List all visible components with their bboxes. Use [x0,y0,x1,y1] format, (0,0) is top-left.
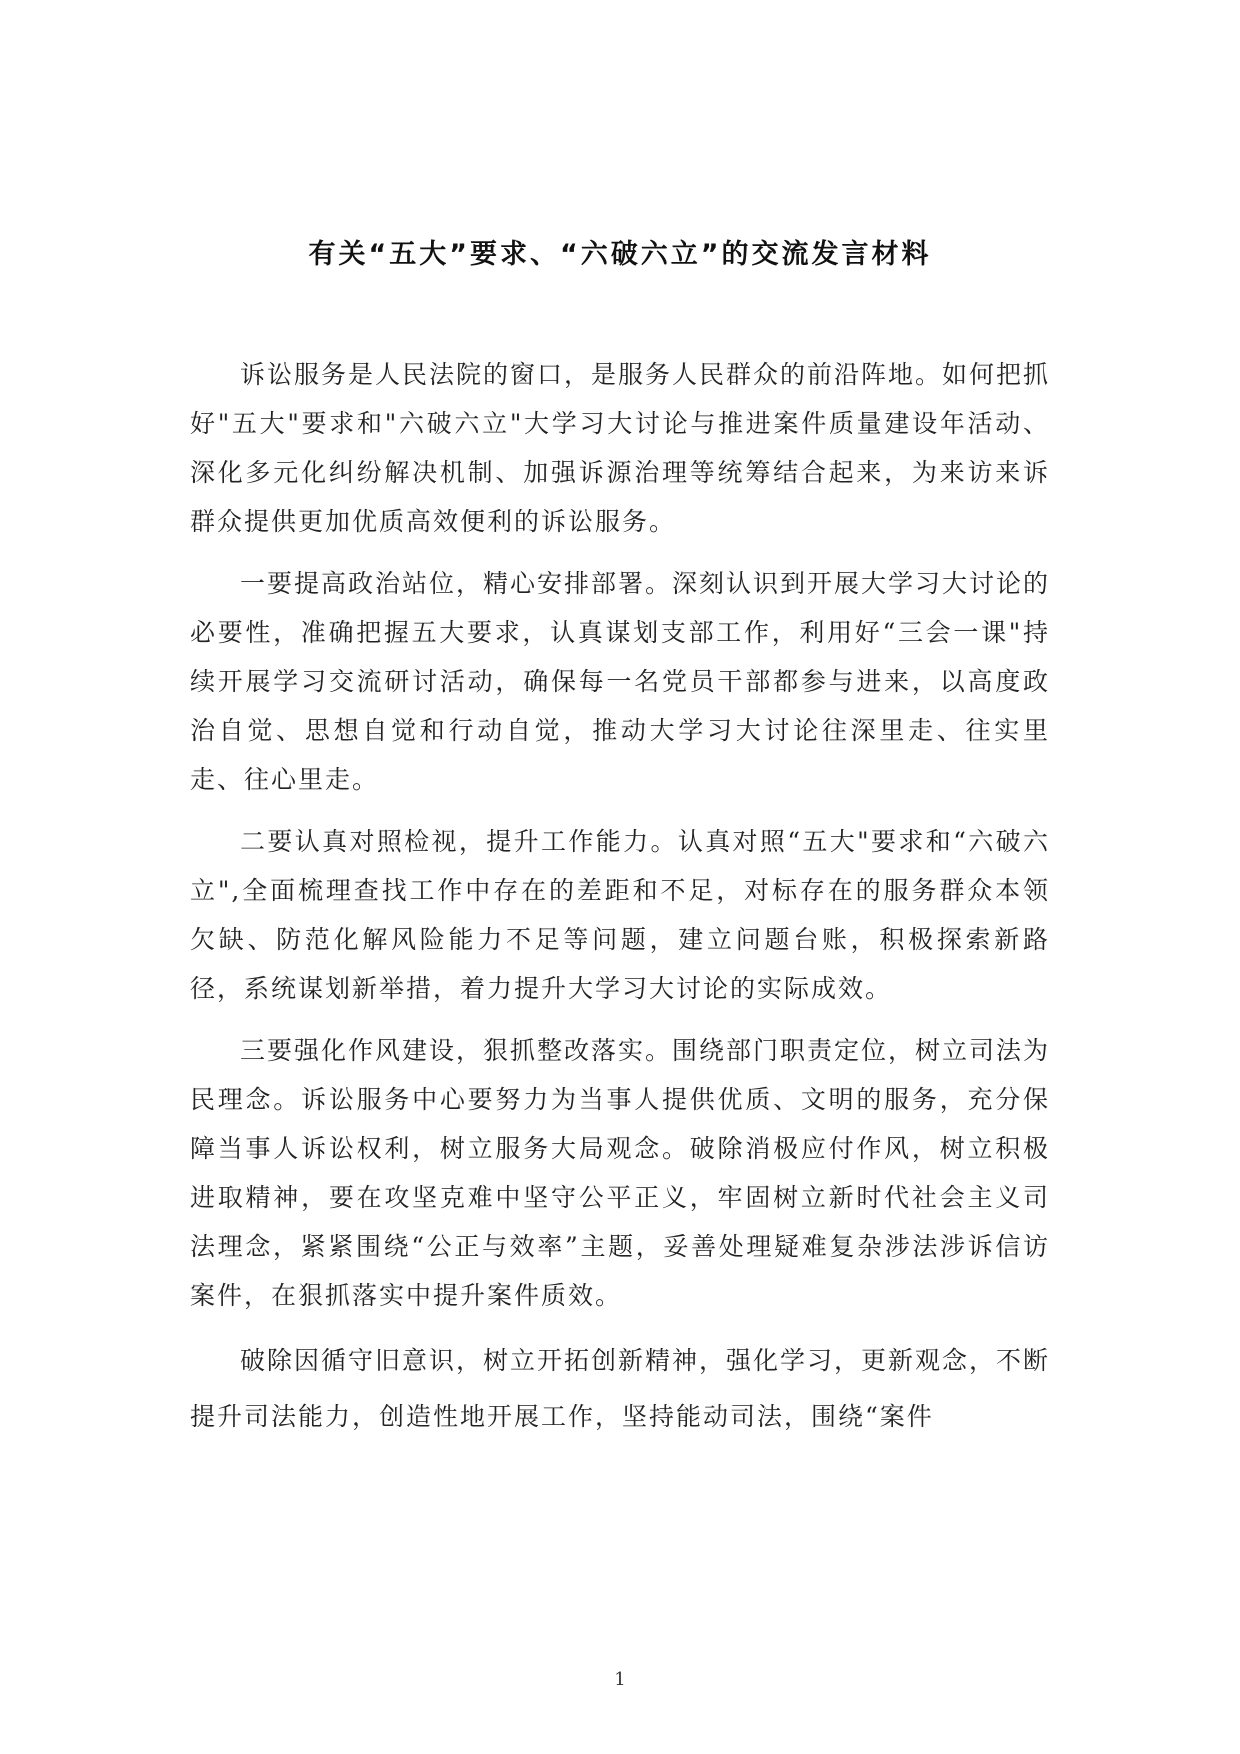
document-title: 有关“五大”要求、“六破六立”的交流发言材料 [308,239,932,270]
paragraph-point-three: 三要强化作风建设，狠抓整改落实。围绕部门职责定位，树立司法为民理念。诉讼服务中心要努力为当事人提供优质、文明的服务，充分保障当事人诉讼权利，树立服务大局观念。破除消极应付作风，树立积极进取精神，要在攻坚克难中坚守公平正义，牢固树立新时代社会主义司法理念，紧紧围绕“公正与效率”主题，妥善处理疑难复杂涉法涉诉信访案件，在狠抓落实中提升案件质效。 [190,1036,1051,1310]
paragraph-innovation: 破除因循守旧意识，树立开拓创新精神，强化学习，更新观念，不断提升司法能力，创造性地开展工作，坚持能动司法，围绕“案件 [190,1346,1051,1431]
paragraph-point-one: 一要提高政治站位，精心安排部署。深刻认识到开展大学习大讨论的必要性，准确把握五大要求，认真谋划支部工作，利用好“三会一课"持续开展学习交流研讨活动，确保每一名党员干部都参与进来，以高度政治自觉、思想自觉和行动自觉，推动大学习大讨论往深里走、往实里走、往心里走。 [190,569,1051,794]
paragraph-intro: 诉讼服务是人民法院的窗口，是服务人民群众的前沿阵地。如何把抓好"五大"要求和"六破六立"大学习大讨论与推进案件质量建设年活动、深化多元化纠纷解决机制、加强诉源治理等统筹结合起来，为来访来诉群众提供更加优质高效便利的诉讼服务。 [190,360,1051,536]
paragraph-point-two: 二要认真对照检视，提升工作能力。认真对照“五大"要求和“六破六立",全面梳理查找工作中存在的差距和不足，对标存在的服务群众本领欠缺、防范化解风险能力不足等问题，建立问题台账，积极探索新路径，系统谋划新举措，着力提升大学习大讨论的实际成效。 [190,827,1050,1003]
page-number: 1 [614,1669,626,1690]
document-body [190,350,1050,1458]
